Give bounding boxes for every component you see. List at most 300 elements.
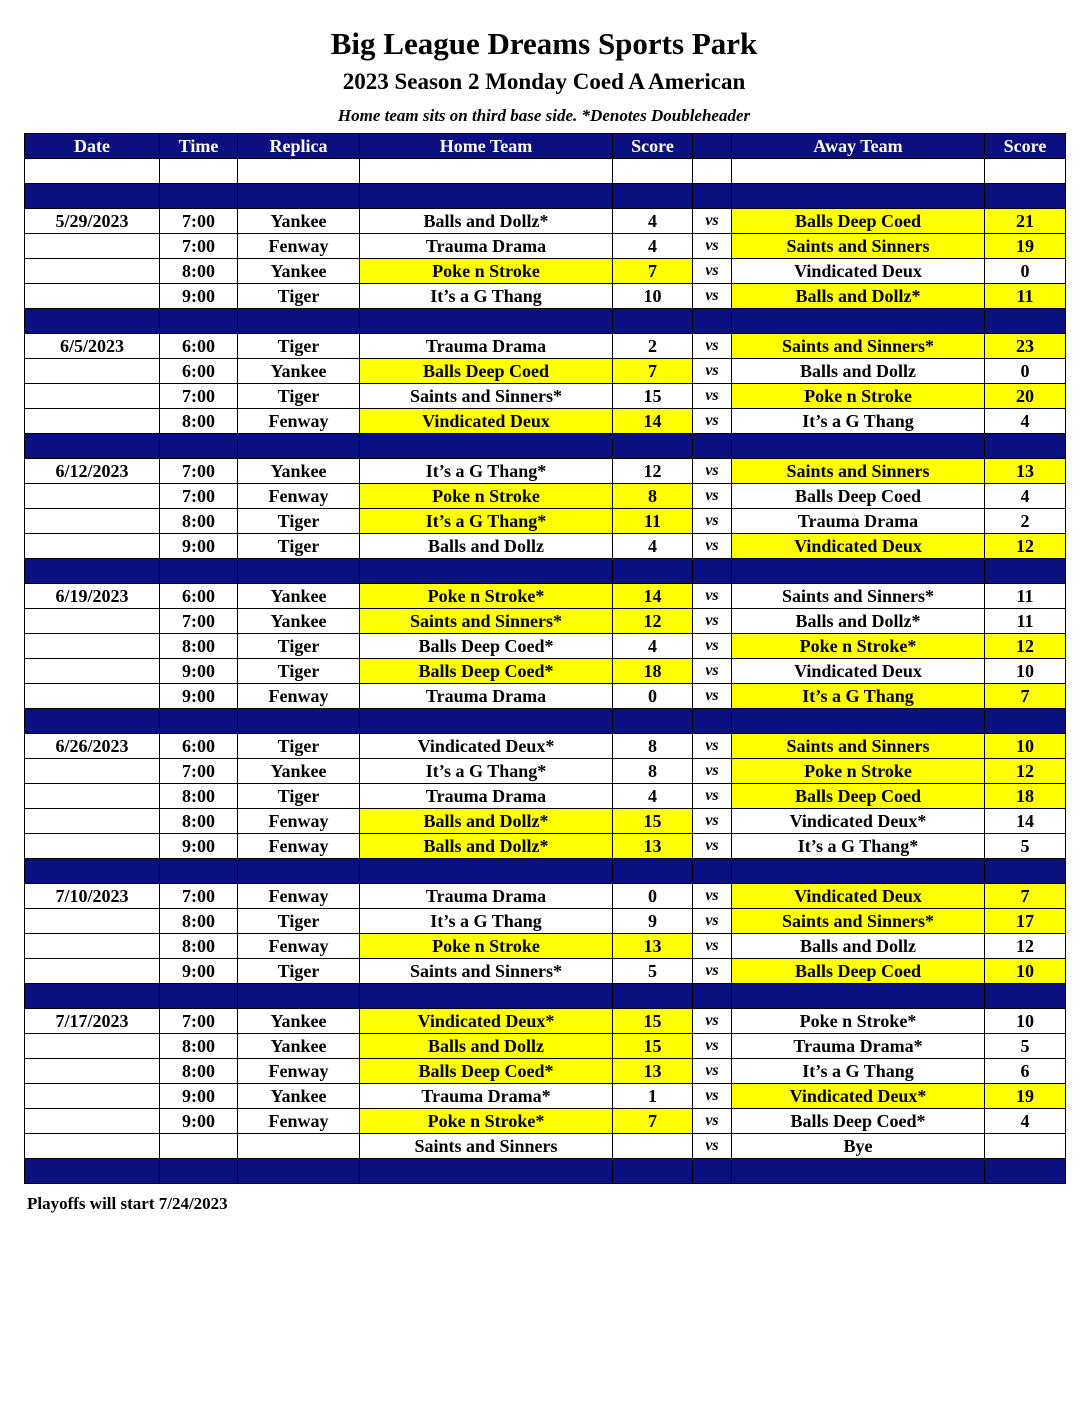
separator-cell: [613, 309, 693, 334]
separator-cell: [985, 1159, 1066, 1184]
away-team-cell: Bye: [732, 1134, 985, 1159]
home-team-cell: Saints and Sinners*: [360, 609, 613, 634]
home-score-cell: 0: [613, 884, 693, 909]
time-cell: 8:00: [160, 509, 238, 534]
home-score-cell: 1: [613, 1084, 693, 1109]
home-score-cell: 5: [613, 959, 693, 984]
away-score-cell: [985, 1134, 1066, 1159]
home-score-cell: 8: [613, 734, 693, 759]
away-score-cell: 19: [985, 1084, 1066, 1109]
home-team-cell: Poke n Stroke*: [360, 584, 613, 609]
home-team-cell: Trauma Drama*: [360, 1084, 613, 1109]
date-cell: [25, 359, 160, 384]
home-score-cell: 0: [613, 684, 693, 709]
home-team-cell: Saints and Sinners*: [360, 959, 613, 984]
separator-cell: [238, 984, 360, 1009]
vs-cell: vs: [693, 459, 732, 484]
game-row: [25, 734, 1066, 759]
away-team-cell: Balls Deep Coed: [732, 209, 985, 234]
game-row: [25, 834, 1066, 859]
time-cell: 9:00: [160, 534, 238, 559]
home-score-cell: 14: [613, 409, 693, 434]
away-score-cell: 5: [985, 1034, 1066, 1059]
separator-cell: [693, 1159, 732, 1184]
vs-cell: vs: [693, 934, 732, 959]
away-team-cell: Saints and Sinners*: [732, 584, 985, 609]
separator-cell: [360, 859, 613, 884]
col-header-date: Date: [25, 134, 160, 159]
separator-cell: [160, 709, 238, 734]
away-team-cell: Vindicated Deux: [732, 534, 985, 559]
home-score-cell: 4: [613, 209, 693, 234]
game-row: [25, 584, 1066, 609]
separator-cell: [25, 709, 160, 734]
vs-cell: vs: [693, 734, 732, 759]
home-score-cell: 15: [613, 1009, 693, 1034]
away-score-cell: 10: [985, 659, 1066, 684]
separator-cell: [238, 859, 360, 884]
home-team-cell: Balls and Dollz*: [360, 209, 613, 234]
home-score-cell: 14: [613, 584, 693, 609]
game-row: [25, 909, 1066, 934]
time-cell: 7:00: [160, 759, 238, 784]
replica-cell: Tiger: [238, 334, 360, 359]
season-subtitle: 2023 Season 2 Monday Coed A American: [342, 69, 746, 94]
game-row: [25, 484, 1066, 509]
away-score-cell: 13: [985, 459, 1066, 484]
date-cell: [25, 1109, 160, 1134]
date-cell: [25, 534, 160, 559]
time-cell: 8:00: [160, 1034, 238, 1059]
date-cell: [25, 659, 160, 684]
game-row: [25, 934, 1066, 959]
separator-cell: [732, 984, 985, 1009]
home-team-note: Home team sits on third base side. *Denotes Doubleheader: [337, 106, 751, 125]
col-header-away-team: Away Team: [732, 134, 985, 159]
away-score-cell: 21: [985, 209, 1066, 234]
vs-cell: vs: [693, 209, 732, 234]
date-cell: [25, 784, 160, 809]
game-row: [25, 784, 1066, 809]
date-cell: [25, 634, 160, 659]
vs-cell: vs: [693, 959, 732, 984]
separator-cell: [613, 434, 693, 459]
home-score-cell: 13: [613, 934, 693, 959]
date-cell: [25, 259, 160, 284]
separator-cell: [25, 559, 160, 584]
game-row: [25, 659, 1066, 684]
date-cell: 5/29/2023: [25, 209, 160, 234]
replica-cell: Tiger: [238, 784, 360, 809]
separator-cell: [25, 184, 160, 209]
away-score-cell: 20: [985, 384, 1066, 409]
vs-cell: vs: [693, 359, 732, 384]
vs-cell: vs: [693, 609, 732, 634]
away-team-cell: It’s a G Thang: [732, 409, 985, 434]
game-row: [25, 759, 1066, 784]
time-cell: 6:00: [160, 359, 238, 384]
date-cell: [25, 1084, 160, 1109]
away-team-cell: Vindicated Deux*: [732, 809, 985, 834]
separator-cell: [613, 709, 693, 734]
replica-cell: Fenway: [238, 684, 360, 709]
page-title: Big League Dreams Sports Park: [330, 26, 758, 61]
game-row: [25, 609, 1066, 634]
away-team-cell: Saints and Sinners: [732, 234, 985, 259]
time-cell: 8:00: [160, 634, 238, 659]
home-score-cell: 13: [613, 1059, 693, 1084]
away-score-cell: 0: [985, 259, 1066, 284]
separator-cell: [360, 559, 613, 584]
away-score-cell: 12: [985, 534, 1066, 559]
home-team-cell: It’s a G Thang: [360, 284, 613, 309]
game-row: [25, 534, 1066, 559]
replica-cell: Fenway: [238, 234, 360, 259]
replica-cell: [238, 1134, 360, 1159]
home-team-cell: Vindicated Deux*: [360, 1009, 613, 1034]
date-cell: [25, 409, 160, 434]
separator-cell: [693, 309, 732, 334]
home-team-cell: Poke n Stroke: [360, 484, 613, 509]
vs-cell: vs: [693, 809, 732, 834]
time-cell: 9:00: [160, 1084, 238, 1109]
home-team-cell: Balls Deep Coed*: [360, 659, 613, 684]
away-score-cell: 7: [985, 884, 1066, 909]
away-score-cell: 14: [985, 809, 1066, 834]
away-score-cell: 11: [985, 284, 1066, 309]
time-cell: 9:00: [160, 659, 238, 684]
home-score-cell: 9: [613, 909, 693, 934]
away-score-cell: 7: [985, 684, 1066, 709]
schedule-body: [25, 159, 1066, 1184]
replica-cell: Fenway: [238, 934, 360, 959]
separator-cell: [25, 984, 160, 1009]
home-team-cell: Trauma Drama: [360, 884, 613, 909]
replica-cell: Fenway: [238, 809, 360, 834]
separator-cell: [25, 859, 160, 884]
away-team-cell: It’s a G Thang: [732, 1059, 985, 1084]
home-score-cell: 4: [613, 634, 693, 659]
home-team-cell: Saints and Sinners: [360, 1134, 613, 1159]
date-cell: [25, 284, 160, 309]
vs-cell: vs: [693, 234, 732, 259]
replica-cell: Yankee: [238, 584, 360, 609]
date-cell: [25, 809, 160, 834]
week-separator: [25, 434, 1066, 459]
away-team-cell: Trauma Drama*: [732, 1034, 985, 1059]
home-team-cell: Balls and Dollz: [360, 1034, 613, 1059]
away-team-cell: Vindicated Deux*: [732, 1084, 985, 1109]
separator-cell: [360, 984, 613, 1009]
away-team-cell: Balls and Dollz*: [732, 284, 985, 309]
separator-cell: [693, 159, 732, 184]
away-team-cell: Balls Deep Coed: [732, 784, 985, 809]
vs-cell: vs: [693, 1034, 732, 1059]
away-score-cell: 4: [985, 1109, 1066, 1134]
separator-cell: [693, 559, 732, 584]
separator-cell: [732, 434, 985, 459]
week-separator: [25, 1159, 1066, 1184]
replica-cell: Fenway: [238, 834, 360, 859]
replica-cell: Yankee: [238, 359, 360, 384]
separator-cell: [160, 859, 238, 884]
home-score-cell: 18: [613, 659, 693, 684]
home-team-cell: It’s a G Thang*: [360, 459, 613, 484]
game-row: [25, 1109, 1066, 1134]
away-score-cell: 11: [985, 584, 1066, 609]
home-team-cell: Balls and Dollz*: [360, 834, 613, 859]
home-score-cell: 11: [613, 509, 693, 534]
game-row: [25, 509, 1066, 534]
separator-cell: [238, 559, 360, 584]
time-cell: [160, 1134, 238, 1159]
game-row: [25, 1084, 1066, 1109]
away-score-cell: 10: [985, 959, 1066, 984]
vs-cell: vs: [693, 1009, 732, 1034]
game-row: [25, 634, 1066, 659]
date-cell: [25, 759, 160, 784]
date-cell: 6/26/2023: [25, 734, 160, 759]
replica-cell: Tiger: [238, 534, 360, 559]
away-team-cell: Balls Deep Coed: [732, 959, 985, 984]
date-cell: [25, 834, 160, 859]
separator-cell: [985, 434, 1066, 459]
separator-cell: [613, 159, 693, 184]
separator-cell: [360, 709, 613, 734]
away-team-cell: Vindicated Deux: [732, 659, 985, 684]
away-score-cell: 12: [985, 759, 1066, 784]
separator-cell: [360, 434, 613, 459]
game-row: [25, 884, 1066, 909]
away-score-cell: 11: [985, 609, 1066, 634]
separator-cell: [160, 159, 238, 184]
date-cell: [25, 1059, 160, 1084]
game-row: [25, 259, 1066, 284]
away-team-cell: It’s a G Thang: [732, 684, 985, 709]
away-team-cell: Saints and Sinners*: [732, 909, 985, 934]
vs-cell: vs: [693, 284, 732, 309]
away-team-cell: Saints and Sinners*: [732, 334, 985, 359]
home-score-cell: 10: [613, 284, 693, 309]
replica-cell: Tiger: [238, 284, 360, 309]
time-cell: 7:00: [160, 609, 238, 634]
replica-cell: Yankee: [238, 1084, 360, 1109]
away-team-cell: Balls and Dollz: [732, 934, 985, 959]
home-team-cell: Balls and Dollz: [360, 534, 613, 559]
home-team-cell: It’s a G Thang: [360, 909, 613, 934]
date-cell: [25, 384, 160, 409]
separator-cell: [985, 309, 1066, 334]
home-team-cell: Trauma Drama: [360, 684, 613, 709]
separator-cell: [693, 709, 732, 734]
replica-cell: Yankee: [238, 209, 360, 234]
game-row: [25, 334, 1066, 359]
replica-cell: Fenway: [238, 1059, 360, 1084]
home-team-cell: Poke n Stroke: [360, 259, 613, 284]
away-score-cell: 6: [985, 1059, 1066, 1084]
game-row: [25, 1009, 1066, 1034]
separator-cell: [613, 859, 693, 884]
separator-cell: [360, 1159, 613, 1184]
home-team-cell: Balls Deep Coed: [360, 359, 613, 384]
separator-cell: [160, 184, 238, 209]
date-cell: [25, 234, 160, 259]
replica-cell: Fenway: [238, 484, 360, 509]
separator-cell: [360, 159, 613, 184]
separator-cell: [693, 859, 732, 884]
time-cell: 7:00: [160, 209, 238, 234]
vs-cell: vs: [693, 509, 732, 534]
away-team-cell: Balls and Dollz*: [732, 609, 985, 634]
separator-cell: [985, 559, 1066, 584]
separator-cell: [613, 559, 693, 584]
game-row: [25, 384, 1066, 409]
home-score-cell: 8: [613, 759, 693, 784]
vs-cell: vs: [693, 659, 732, 684]
separator-cell: [693, 434, 732, 459]
vs-cell: vs: [693, 1059, 732, 1084]
home-score-cell: 15: [613, 809, 693, 834]
replica-cell: Tiger: [238, 959, 360, 984]
date-cell: [25, 484, 160, 509]
time-cell: 9:00: [160, 959, 238, 984]
replica-cell: Tiger: [238, 909, 360, 934]
time-cell: 6:00: [160, 584, 238, 609]
separator-cell: [732, 709, 985, 734]
home-team-cell: Vindicated Deux*: [360, 734, 613, 759]
vs-cell: vs: [693, 884, 732, 909]
date-cell: [25, 909, 160, 934]
away-score-cell: 17: [985, 909, 1066, 934]
away-team-cell: Vindicated Deux: [732, 259, 985, 284]
home-team-cell: Poke n Stroke: [360, 934, 613, 959]
separator-cell: [160, 1159, 238, 1184]
date-cell: 7/17/2023: [25, 1009, 160, 1034]
separator-cell: [25, 159, 160, 184]
separator-cell: [160, 309, 238, 334]
vs-cell: vs: [693, 384, 732, 409]
separator-cell: [160, 984, 238, 1009]
week-separator: [25, 309, 1066, 334]
vs-cell: vs: [693, 484, 732, 509]
separator-cell: [613, 184, 693, 209]
away-score-cell: 5: [985, 834, 1066, 859]
blank-row: [25, 159, 1066, 184]
home-team-cell: It’s a G Thang*: [360, 509, 613, 534]
col-header-time: Time: [160, 134, 238, 159]
away-score-cell: 4: [985, 409, 1066, 434]
away-score-cell: 10: [985, 1009, 1066, 1034]
time-cell: 6:00: [160, 734, 238, 759]
separator-cell: [732, 859, 985, 884]
time-cell: 7:00: [160, 459, 238, 484]
header-row: [25, 134, 1066, 159]
game-row: [25, 809, 1066, 834]
separator-cell: [693, 984, 732, 1009]
home-score-cell: 8: [613, 484, 693, 509]
away-team-cell: Balls Deep Coed: [732, 484, 985, 509]
home-score-cell: 4: [613, 234, 693, 259]
separator-cell: [160, 559, 238, 584]
home-score-cell: 15: [613, 384, 693, 409]
separator-cell: [732, 309, 985, 334]
separator-cell: [25, 1159, 160, 1184]
game-row: [25, 284, 1066, 309]
vs-cell: vs: [693, 259, 732, 284]
separator-cell: [985, 984, 1066, 1009]
away-score-cell: 12: [985, 634, 1066, 659]
away-team-cell: Poke n Stroke*: [732, 634, 985, 659]
home-score-cell: 7: [613, 1109, 693, 1134]
home-score-cell: 7: [613, 359, 693, 384]
separator-cell: [238, 709, 360, 734]
away-team-cell: Saints and Sinners: [732, 459, 985, 484]
replica-cell: Yankee: [238, 1009, 360, 1034]
game-row: [25, 959, 1066, 984]
separator-cell: [160, 434, 238, 459]
home-score-cell: 15: [613, 1034, 693, 1059]
home-team-cell: Vindicated Deux: [360, 409, 613, 434]
away-score-cell: 4: [985, 484, 1066, 509]
home-score-cell: 12: [613, 609, 693, 634]
week-separator: [25, 984, 1066, 1009]
home-score-cell: 13: [613, 834, 693, 859]
away-team-cell: Vindicated Deux: [732, 884, 985, 909]
separator-cell: [25, 434, 160, 459]
schedule-table: [24, 133, 1066, 1184]
vs-cell: vs: [693, 534, 732, 559]
separator-cell: [25, 309, 160, 334]
away-score-cell: 23: [985, 334, 1066, 359]
home-score-cell: 7: [613, 259, 693, 284]
replica-cell: Tiger: [238, 659, 360, 684]
home-score-cell: 2: [613, 334, 693, 359]
separator-cell: [732, 159, 985, 184]
replica-cell: Yankee: [238, 609, 360, 634]
away-team-cell: Balls and Dollz: [732, 359, 985, 384]
separator-cell: [732, 184, 985, 209]
replica-cell: Yankee: [238, 459, 360, 484]
vs-cell: vs: [693, 634, 732, 659]
away-team-cell: Poke n Stroke: [732, 384, 985, 409]
home-score-cell: [613, 1134, 693, 1159]
away-team-cell: Saints and Sinners: [732, 734, 985, 759]
home-team-cell: Balls Deep Coed*: [360, 634, 613, 659]
date-cell: [25, 959, 160, 984]
game-row: [25, 1059, 1066, 1084]
time-cell: 7:00: [160, 234, 238, 259]
separator-cell: [613, 1159, 693, 1184]
playoffs-note: Playoffs will start 7/24/2023: [27, 1194, 228, 1213]
home-team-cell: Trauma Drama: [360, 234, 613, 259]
game-row: [25, 409, 1066, 434]
date-cell: [25, 1034, 160, 1059]
vs-cell: vs: [693, 334, 732, 359]
separator-cell: [238, 1159, 360, 1184]
vs-cell: vs: [693, 1134, 732, 1159]
away-score-cell: 12: [985, 934, 1066, 959]
time-cell: 7:00: [160, 484, 238, 509]
replica-cell: Tiger: [238, 509, 360, 534]
separator-cell: [985, 859, 1066, 884]
game-row: [25, 459, 1066, 484]
separator-cell: [985, 709, 1066, 734]
home-score-cell: 4: [613, 534, 693, 559]
week-separator: [25, 709, 1066, 734]
date-cell: 6/5/2023: [25, 334, 160, 359]
game-row: [25, 684, 1066, 709]
date-cell: [25, 509, 160, 534]
